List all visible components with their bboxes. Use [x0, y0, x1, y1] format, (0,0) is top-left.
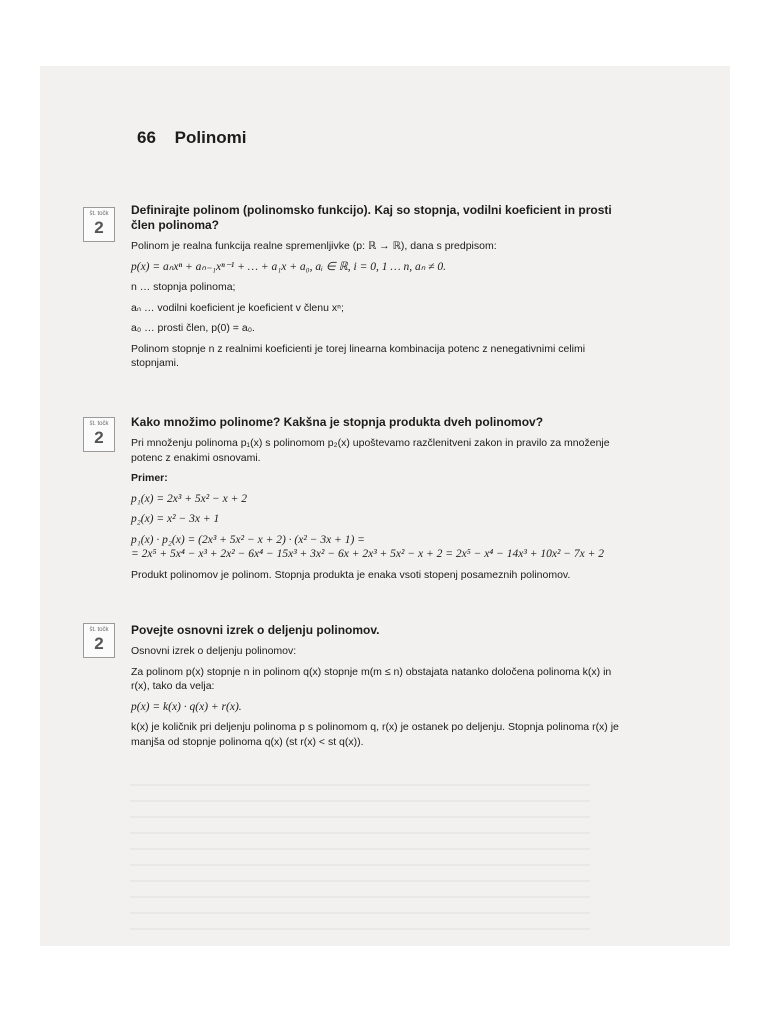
question-title: Povejte osnovni izrek o deljenju polinomov. — [131, 623, 380, 637]
bleed-through-text — [130, 770, 590, 940]
formula-line: p₂(x) = x² − 3x + 1 — [131, 513, 220, 525]
question-title: Kako množimo polinome? Kakšna je stopnja produkta dveh polinomov? — [131, 415, 544, 429]
points-badge-label: št. točk — [89, 627, 109, 633]
formula-line: p(x) = k(x) · q(x) + r(x). — [131, 700, 242, 713]
formula-line: p(x) = aₙxⁿ + aₙ₋₁xⁿ⁻¹ + … + a₁x + a₀, aᵢ ∈ ℝ, i = 0, 1 … n, aₙ ≠ 0. — [131, 260, 446, 273]
answer-line: Osnovni izrek o deljenju polinomov: — [131, 645, 297, 657]
question-3 — [131, 623, 631, 755]
points-badge-label: št. točk — [89, 211, 109, 217]
example-label: Primer: — [131, 472, 168, 484]
answer-line: aₙ … vodilni koeficient je koeficient v členu xⁿ; — [131, 301, 344, 314]
points-badge-value: 2 — [94, 218, 104, 237]
answer-line: Polinom je realna funkcija realne spremenljivke (p: ℝ → ℝ), dana s predpisom: — [131, 240, 497, 252]
formula-line: p₁(x) · p₂(x) = (2x³ + 5x² − x + 2) · (x² − 3x + 1) = — [131, 533, 365, 546]
answer-line: n … stopnja polinoma; — [131, 281, 236, 293]
points-badge — [83, 417, 115, 452]
question-title: Definirajte polinom (polinomsko funkcijo). Kaj so stopnja, vodilni koeficient in prosti člen polinoma? — [131, 203, 612, 232]
answer-line: k(x) je količnik pri deljenju polinoma p s polinomom q, r(x) je ostanek po deljenju. Stopnja polinoma r(x) je manjša od stopnje polinoma q(x) (st r(x) < st q(x)). — [131, 721, 619, 748]
answer-line: Za polinom p(x) stopnje n in polinom q(x) stopnje m(m ≤ n) obstajata natanko določena polinoma k(x) in r(x), tako da velja: — [131, 665, 612, 692]
answer-line: Polinom stopnje n z realnimi koeficienti je torej linearna kombinacija potenc z nenegativnimi celimi stopnjami. — [131, 342, 586, 369]
formula-line: p₁(x) = 2x³ + 5x² − x + 2 — [131, 492, 248, 505]
points-badge-value: 2 — [94, 428, 104, 447]
answer-line: Produkt polinomov je polinom. Stopnja produkta je enaka vsoti stopenj posameznih polinomov. — [131, 568, 571, 581]
page-header — [137, 128, 246, 148]
points-badge-label: št. točk — [89, 421, 109, 427]
formula-line: = 2x⁵ + 5x⁴ − x³ + 2x² − 6x⁴ − 15x³ + 3x² − 6x + 2x³ + 5x² − x + 2 = 2x⁵ − x⁴ − 14x³ + 10x² − 7x + 2 — [131, 548, 605, 560]
points-badge-value: 2 — [94, 634, 104, 653]
question-2 — [131, 415, 631, 588]
points-badge — [83, 623, 115, 658]
points-badge — [83, 207, 115, 242]
answer-line: Pri množenju polinoma p₁(x) s polinomom p₂(x) upoštevamo razčlenitveni zakon in pravilo za množenje potenc z enakimi osnovami. — [131, 437, 610, 464]
question-1 — [131, 203, 631, 377]
page-title: Polinomi — [174, 128, 247, 147]
page-number: 66 — [137, 128, 156, 147]
answer-line: a₀ … prosti člen, p(0) = a₀. — [131, 322, 255, 334]
